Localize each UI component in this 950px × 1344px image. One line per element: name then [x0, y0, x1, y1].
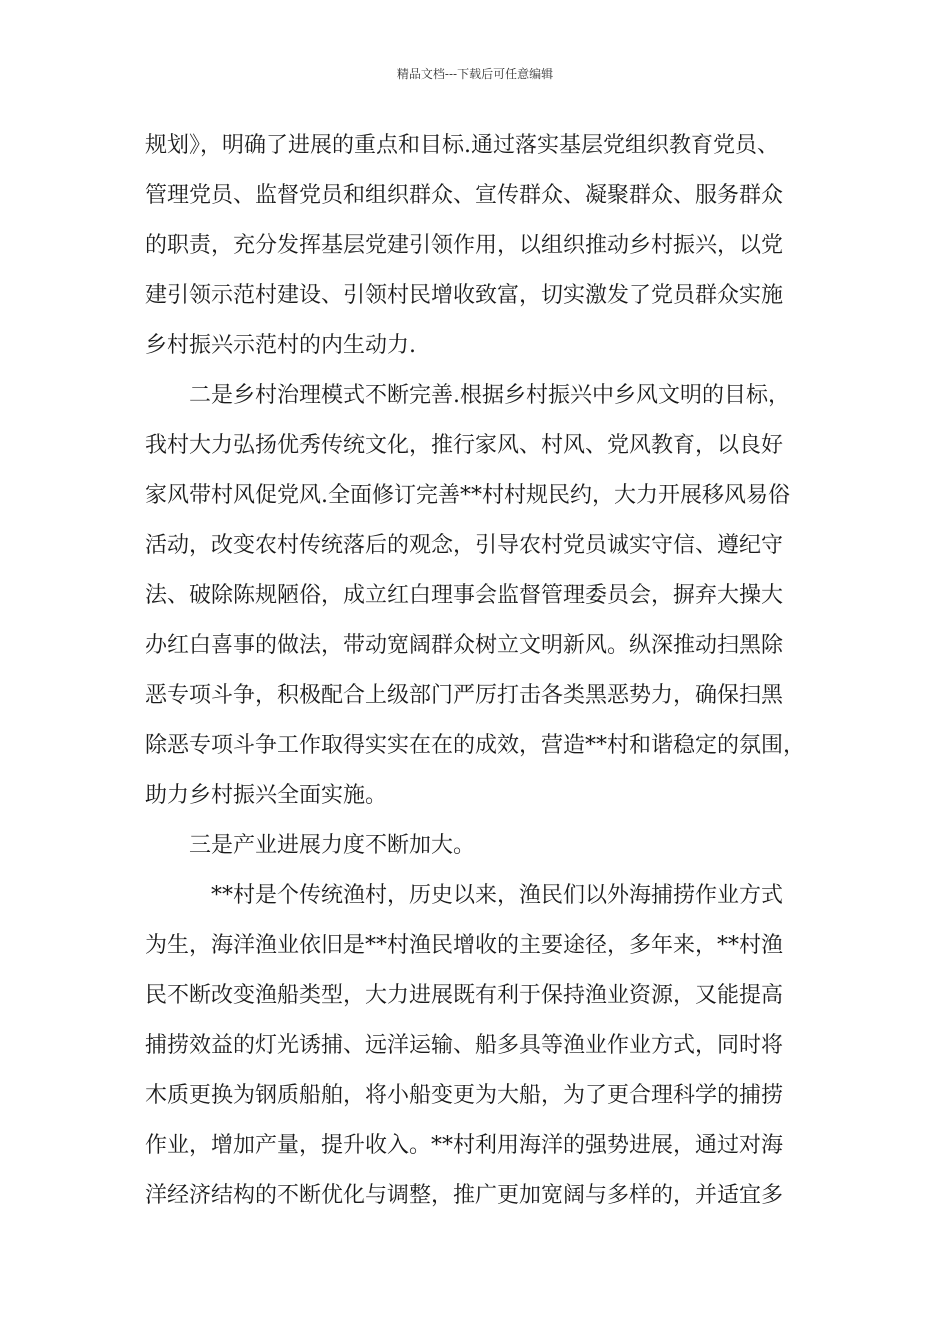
text-line: 除恶专项斗争工作取得实实在在的成效，营造**村和谐稳定的氛围， [145, 733, 806, 758]
text-line: 助力乡村振兴全面实施。 [145, 783, 388, 808]
document-body [145, 121, 825, 1221]
text-line: 建引领示范村建设、引领村民增收致富，切实激发了党员群众实施 [145, 283, 784, 308]
text-line: 民不断改变渔船类型，大力进展既有利于保持渔业资源，又能提高 [145, 983, 784, 1008]
text-line: 管理党员、监督党员和组织群众、宣传群众、凝聚群众、服务群众 [145, 183, 784, 208]
text-line: 捕捞效益的灯光诱捕、远洋运输、船多具等渔业作业方式，同时将 [145, 1033, 784, 1058]
text-line: 木质更换为钢质船舶，将小船变更为大船，为了更合理科学的捕捞 [145, 1083, 784, 1108]
text-line: 作业，增加产量，提升收入。**村利用海洋的强势进展，通过对海 [145, 1133, 784, 1158]
text-line: 为生，海洋渔业依旧是**村渔民增收的主要途径，多年来，**村渔 [145, 933, 784, 958]
text-line: 我村大力弘扬优秀传统文化，推行家风、村风、党风教育，以良好 [145, 433, 784, 458]
text-line: 活动，改变农村传统落后的观念，引导农村党员诚实守信、遵纪守 [145, 533, 784, 558]
text-line: 家风带村风促党风.全面修订完善**村村规民约，大力开展移风易俗 [145, 483, 790, 508]
text-line: 办红白喜事的做法，带动宽阔群众树立文明新风。纵深推动扫黑除 [145, 633, 784, 658]
text-line: 规划》，明确了进展的重点和目标.通过落实基层党组织教育党员、 [145, 133, 779, 158]
text-line: 法、破除陈规陋俗，成立红白理事会监督管理委员会，摒弃大操大 [145, 583, 784, 608]
page-header: 精品文档---下载后可任意编辑 [396, 67, 554, 81]
text-line: 洋经济结构的不断优化与调整，推广更加宽阔与多样的，并适宜多 [145, 1183, 784, 1208]
text-line: 恶专项斗争，积极配合上级部门严厉打击各类黑恶势力，确保扫黑 [145, 683, 784, 708]
paragraph-start-line: 三是产业进展力度不断加大。 [189, 833, 476, 858]
text-line: 乡村振兴示范村的内生动力. [145, 333, 416, 358]
text-line: 的职责，充分发挥基层党建引领作用，以组织推动乡村振兴，以党 [145, 233, 784, 258]
paragraph-start-line: 二是乡村治理模式不断完善.根据乡村振兴中乡风文明的目标， [189, 383, 790, 408]
paragraph-start-line: **村是个传统渔村，历史以来，渔民们以外海捕捞作业方式 [211, 883, 784, 908]
